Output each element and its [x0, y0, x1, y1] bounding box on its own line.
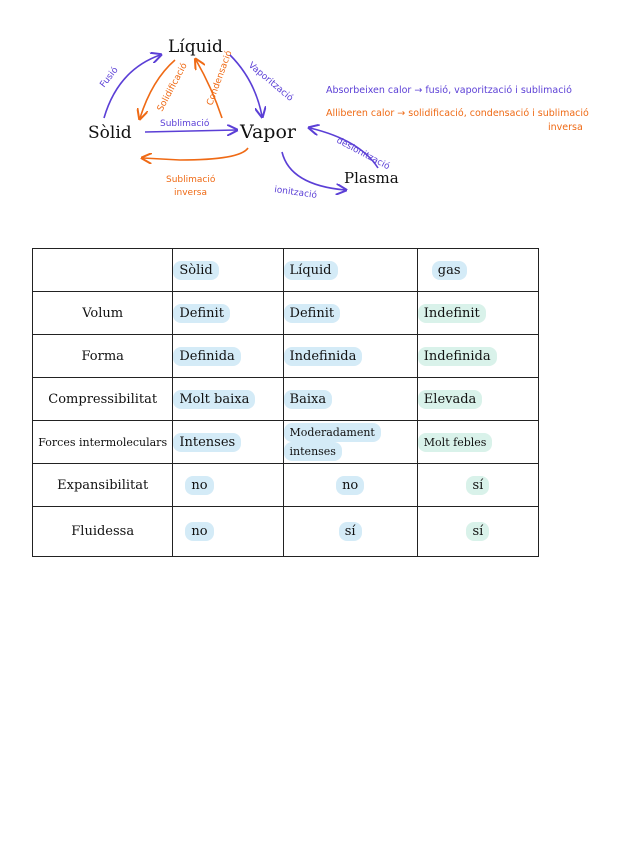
- table-row: [33, 421, 539, 464]
- states-of-matter-diagram: [0, 0, 636, 220]
- row-label: Compressibilitat: [33, 378, 173, 421]
- label-sublimacio-inversa-1: Sublimació: [166, 175, 216, 185]
- label-condensacio: Condensació: [205, 49, 235, 108]
- row-label: Forma: [33, 335, 173, 378]
- header-empty: [33, 249, 173, 292]
- label-sublimacio-inversa-2: inversa: [174, 188, 207, 198]
- table-row: [33, 292, 539, 335]
- label-ionitzacio: ionització: [273, 185, 318, 201]
- table-row: [33, 464, 539, 507]
- header-liquid: Líquid: [283, 249, 417, 292]
- table-row: [33, 507, 539, 557]
- cell-liquid: Baixa: [283, 378, 417, 421]
- legend-release-1: Alliberen calor → solidificació, condensació i sublimació: [326, 108, 589, 119]
- header-solid: Sòlid: [173, 249, 283, 292]
- cell-solid: Molt baixa: [173, 378, 283, 421]
- arrow-ionitzacio: [282, 152, 345, 190]
- row-label: Forces intermoleculars: [33, 421, 173, 464]
- row-label: Volum: [33, 292, 173, 335]
- node-solid: Sòlid: [88, 123, 132, 143]
- header-gas: gas: [417, 249, 538, 292]
- arrow-fusio: [104, 55, 160, 118]
- row-label: Fluidessa: [33, 507, 173, 557]
- node-liquid: Líquid: [168, 37, 223, 57]
- table-row: [33, 335, 539, 378]
- cell-liquid: Moderadament intenses: [283, 421, 417, 464]
- node-vapor: Vapor: [240, 121, 296, 143]
- cell-liquid: Indefinida: [283, 335, 417, 378]
- cell-gas: Molt febles: [417, 421, 538, 464]
- cell-gas: Indefinida: [417, 335, 538, 378]
- cell-solid: Definit: [173, 292, 283, 335]
- cell-solid: no: [173, 464, 283, 507]
- label-desionitzacio: desionització: [334, 135, 392, 173]
- label-sublimacio: Sublimació: [160, 119, 210, 129]
- label-fusio: Fusió: [98, 65, 121, 90]
- cell-solid: Definida: [173, 335, 283, 378]
- arrow-sublimacio: [145, 130, 236, 132]
- cell-liquid: Definit: [283, 292, 417, 335]
- states-properties-table: [32, 248, 539, 557]
- cell-gas: Indefinit: [417, 292, 538, 335]
- cell-liquid: sí: [283, 507, 417, 557]
- table-header-row: [33, 249, 539, 292]
- cell-gas: sí: [417, 464, 538, 507]
- cell-gas: Elevada: [417, 378, 538, 421]
- cell-solid: Intenses: [173, 421, 283, 464]
- arrow-sublimacio-inversa: [143, 148, 248, 160]
- table-row: [33, 378, 539, 421]
- cell-solid: no: [173, 507, 283, 557]
- legend-release-2: inversa: [548, 122, 583, 133]
- legend-absorb: Absorbeixen calor → fusió, vaporització i sublimació: [326, 85, 572, 96]
- label-vaporitzacio: Vaporització: [246, 60, 295, 104]
- cell-gas: sí: [417, 507, 538, 557]
- node-plasma: Plasma: [344, 169, 399, 187]
- row-label: Expansibilitat: [33, 464, 173, 507]
- cell-liquid: no: [283, 464, 417, 507]
- label-solidificacio: Solidificació: [155, 61, 190, 114]
